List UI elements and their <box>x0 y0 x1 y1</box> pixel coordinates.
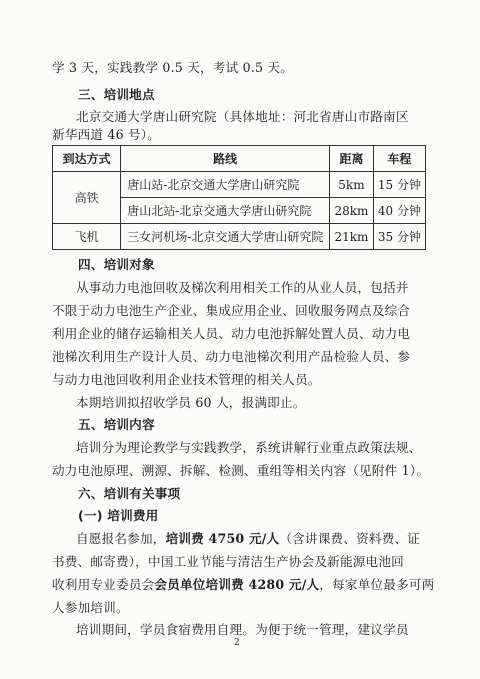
fee-text-line2: 书费、邮寄费），中国工业节能与清洁生产协会及新能源电池回 <box>52 554 404 569</box>
table-header-row <box>53 146 426 172</box>
cell-distance: 21km <box>330 224 374 250</box>
audience-text-line2: 不限于动力电池生产企业、集成应用企业、回收服务网点及综合 <box>52 303 411 318</box>
audience-text-line1: 从事动力电池回收及梯次利用相关工作的从业人员，包括并 <box>76 280 409 295</box>
cell-route: 唐山站-北京交通大学唐山研究院 <box>121 172 330 198</box>
content-text-line2: 动力电池原理、溯源、拆解、检测、重组等相关内容（见附件 1）。 <box>52 463 430 478</box>
location-text-line2: 新华西道 46 号）。 <box>52 127 161 142</box>
cell-time: 40 分钟 <box>373 198 425 224</box>
page-number: 2 <box>234 638 240 648</box>
fee-text-line4: 人参加培训。 <box>52 600 129 615</box>
enrollment-text: 本期培训拟招收学员 60 人，报满即止。 <box>76 395 306 410</box>
lodging-text: 培训期间，学员食宿费用自理。为便于统一管理，建议学员 <box>76 622 409 637</box>
fee-text-plain: ，每家单位最多可两 <box>319 577 435 592</box>
cell-mode: 飞机 <box>53 224 121 250</box>
cell-mode: 高铁 <box>53 172 121 224</box>
audience-text-line5: 与动力电池回收利用企业技术管理的相关人员。 <box>52 372 321 387</box>
fee-text-line3 <box>52 577 435 592</box>
audience-text-line3: 利用企业的储存运输相关人员、动力电池拆解处置人员、动力电 <box>52 326 411 341</box>
fee-text-line1 <box>76 531 430 546</box>
cell-route: 唐山北站-北京交通大学唐山研究院 <box>121 198 330 224</box>
content-text-line1: 培训分为理论教学与实践教学，系统讲解行业重点政策法规、 <box>76 440 422 455</box>
cell-distance: 28km <box>330 198 374 224</box>
cell-distance: 5km <box>330 172 374 198</box>
route-table <box>52 145 426 250</box>
fee-text-plain: 收利用专业委员会 <box>52 577 155 592</box>
subsection-heading-fees: (一) 培训费用 <box>78 508 159 523</box>
schedule-text: 学 3 天，实践教学 0.5 天，考试 0.5 天。 <box>52 60 294 75</box>
audience-text-line4: 池梯次利用生产设计人员、动力电池梯次利用产品检验人员、参 <box>52 349 411 364</box>
fee-amount-highlight: 培训费 4750 元/人 <box>165 531 280 546</box>
header-route: 路线 <box>121 146 330 172</box>
cell-route: 三女河机场-北京交通大学唐山研究院 <box>121 224 330 250</box>
fee-text-plain: 自愿报名参加， <box>76 531 166 546</box>
header-time: 车程 <box>373 146 425 172</box>
cell-time: 35 分钟 <box>373 224 425 250</box>
section-heading-content: 五、培训内容 <box>78 417 155 432</box>
header-mode: 到达方式 <box>53 146 121 172</box>
section-heading-matters: 六、培训有关事项 <box>78 486 181 501</box>
fee-text-plain: （含讲课费、资料费、证 <box>279 531 421 546</box>
section-heading-audience: 四、培训对象 <box>78 257 155 272</box>
location-text-line1: 北京交通大学唐山研究院（具体地址：河北省唐山市路南区 <box>76 109 409 124</box>
member-fee-highlight: 会员单位培训费 4280 元/人 <box>154 577 320 592</box>
cell-time: 15 分钟 <box>373 172 425 198</box>
table-row <box>53 224 426 250</box>
table-row <box>53 172 426 198</box>
section-heading-location: 三、培训地点 <box>78 87 155 102</box>
header-distance: 距离 <box>330 146 374 172</box>
